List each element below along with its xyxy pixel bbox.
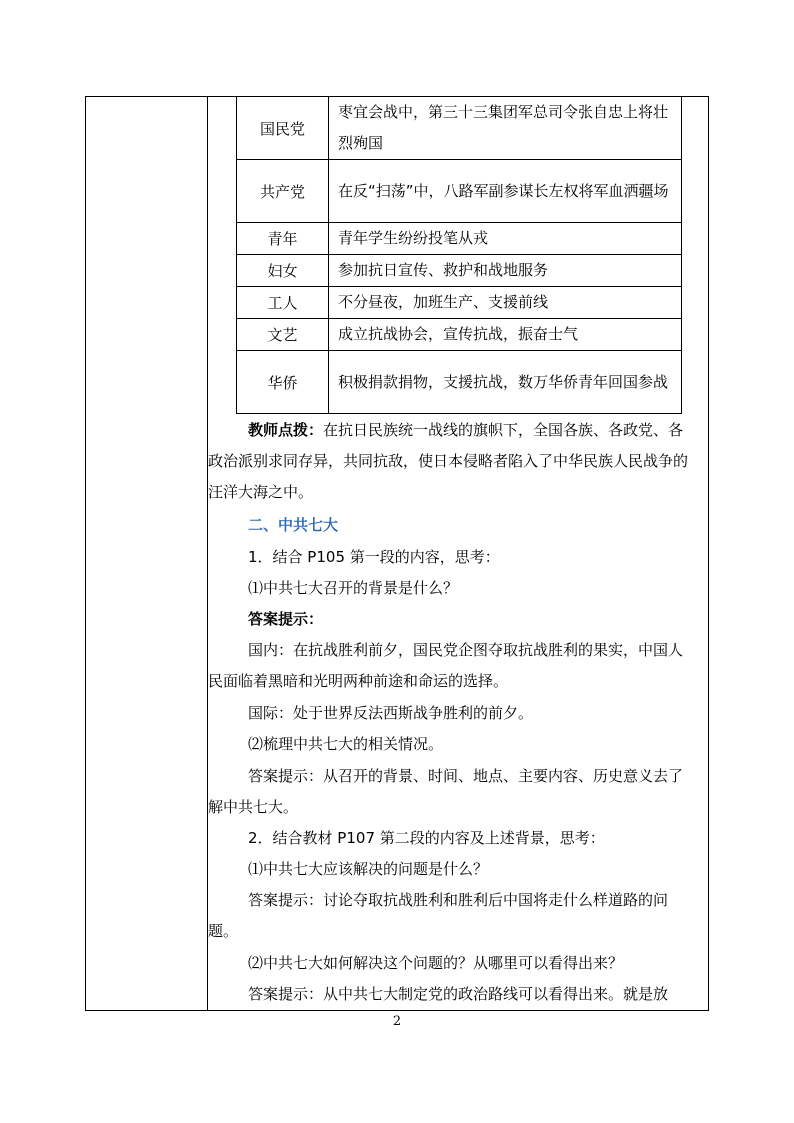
question-1-sub-1: ⑴中共七大召开的背景是什么？ [248,579,459,597]
table-row [237,351,682,414]
teacher-tip [208,415,694,508]
question-1-sub-2-answer: 答案提示：从召开的背景、时间、地点、主要内容、历史意义去了解中共七大。 [208,767,684,816]
question-2-sub-1-answer: 答案提示：讨论夺取抗战胜利和胜利后中国将走什么样道路的问题。 [208,891,669,940]
page-number: 2 [392,1014,402,1029]
desc-cell: 不分昼夜，加班生产、支援前线 [329,287,682,319]
group-cell: 妇女 [237,255,329,287]
teacher-tip-text: 在抗日民族统一战线的旗帜下，全国各族、各政党、各政治派别求同存异，共同抗敌，使日本侵略者陷入了中华民族人民战争的汪洋大海之中。 [208,421,689,501]
table-row [237,97,682,160]
desc-cell: 枣宜会战中，第三十三集团军总司令张自忠上将壮烈殉国 [329,97,682,160]
content-cell [208,97,708,1010]
table-row [237,223,682,255]
desc-cell: 积极捐款捐物，支援抗战，数万华侨青年回国参战 [329,351,682,414]
question-1-intro: 1．结合 P105 第一段的内容，思考： [248,548,500,566]
desc-cell: 成立抗战协会，宣传抗战，振奋士气 [329,319,682,351]
question-2-sub-2: ⑵中共七大如何解决这个问题的？从哪里可以看得出来？ [248,954,624,972]
desc-cell: 在反“扫荡”中，八路军副参谋长左权将军血洒疆场 [329,160,682,223]
group-cell: 国民党 [237,97,329,160]
answer-international: 国际：处于世界反法西斯战争胜利的前夕。 [248,704,534,722]
group-cell: 工人 [237,287,329,319]
question-2-sub-1: ⑴中共七大应该解决的问题是什么？ [248,860,489,878]
group-cell: 青年 [237,223,329,255]
groups-contribution-table [236,97,682,414]
question-2-sub-2-answer: 答案提示：从中共七大制定党的政治路线可以看得出来。就是放 [248,985,669,1003]
desc-cell: 青年学生纷纷投笔从戎 [329,223,682,255]
group-cell: 共产党 [237,160,329,223]
table-row [237,319,682,351]
section-heading: 二、中共七大 [248,516,339,534]
table-row [237,255,682,287]
answer-domestic: 国内：在抗战胜利前夕，国民党企图夺取抗战胜利的果实，中国人民面临着黑暗和光明两种前途和命运的选择。 [208,641,684,690]
desc-cell: 参加抗日宣传、救护和战地服务 [329,255,682,287]
answer-hint-label: 答案提示： [248,610,324,628]
table-row [237,160,682,223]
teacher-tip-label: 教师点拨： [248,421,324,439]
lesson-table [85,96,709,1011]
question-1-sub-2: ⑵梳理中共七大的相关情况。 [248,735,444,753]
table-row [237,287,682,319]
group-cell: 华侨 [237,351,329,414]
group-cell: 文艺 [237,319,329,351]
question-2-intro: 2．结合教材 P107 第二段的内容及上述背景，思考： [248,829,605,847]
